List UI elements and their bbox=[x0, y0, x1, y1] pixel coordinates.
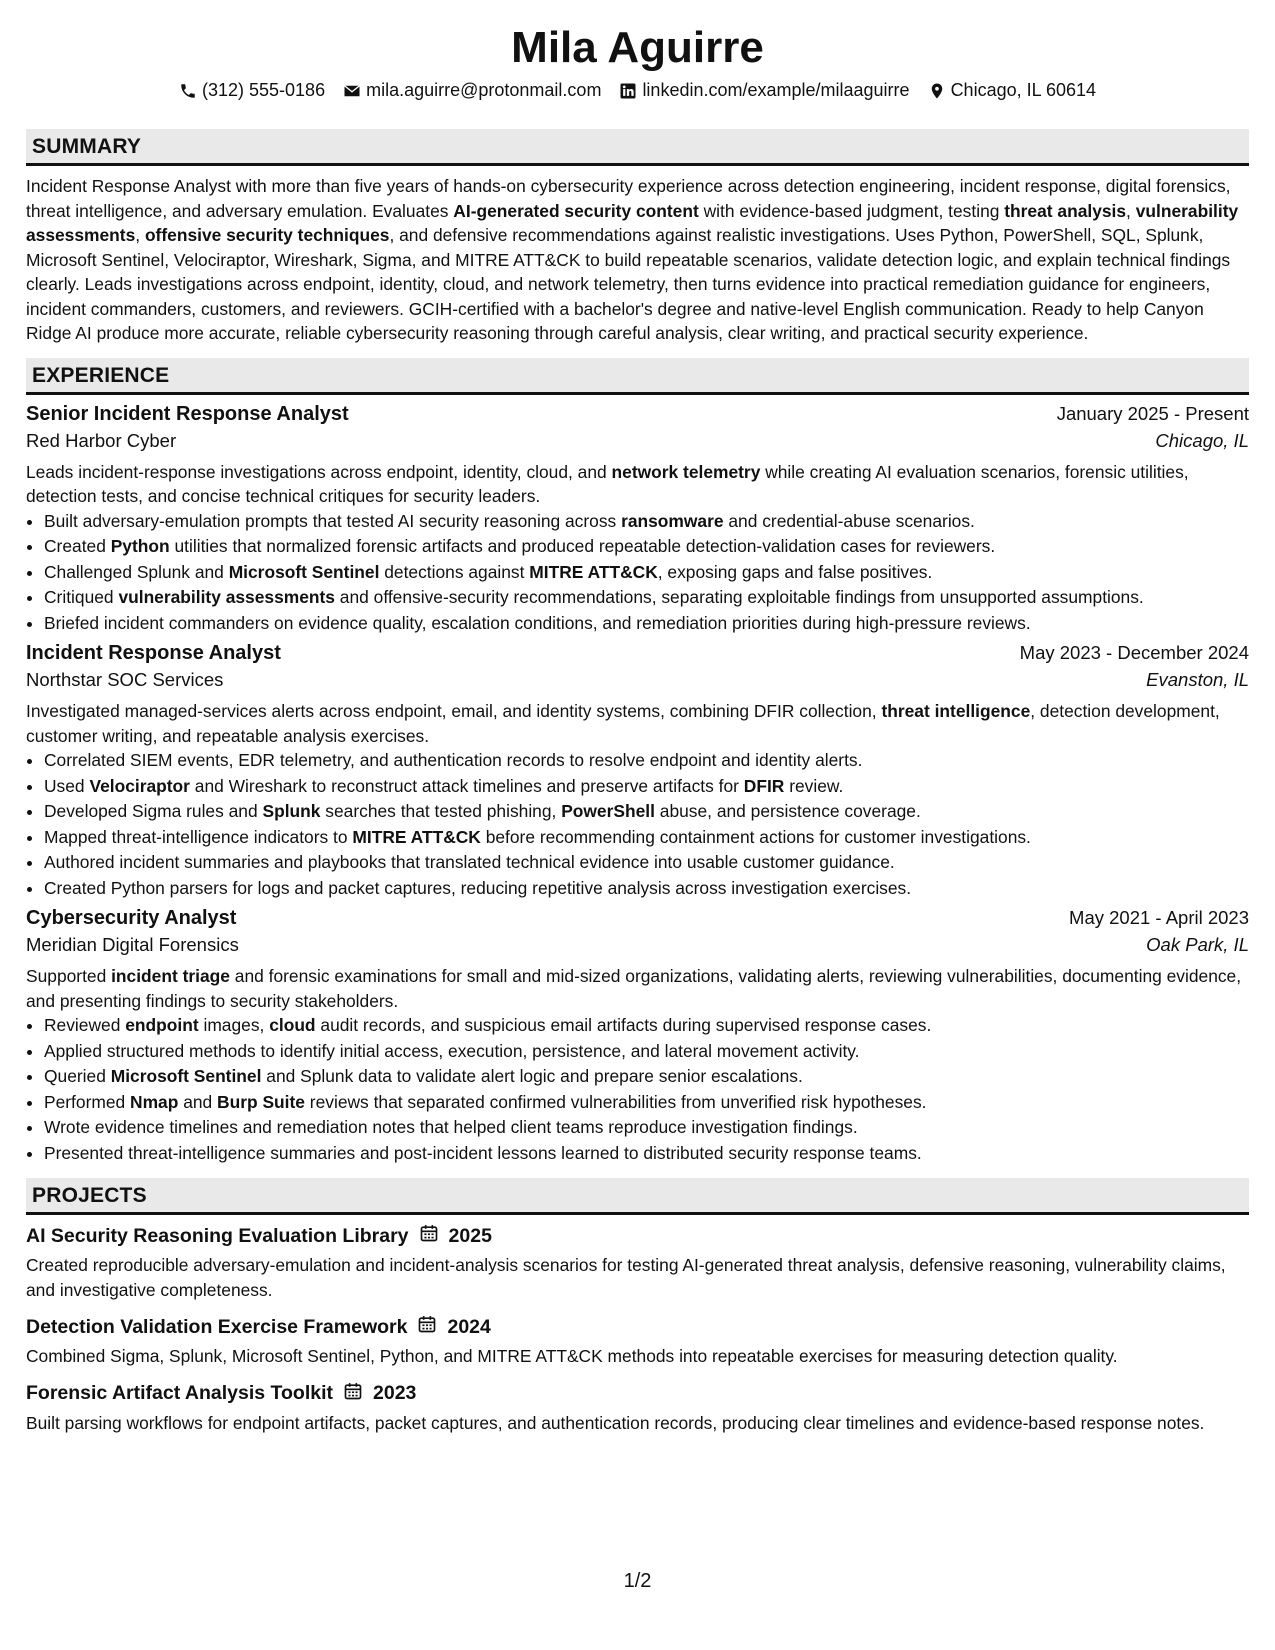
bold-keyword: vulnerability assessments bbox=[26, 200, 1239, 246]
job-header-row bbox=[26, 642, 1249, 665]
section-header-projects: PROJECTS bbox=[26, 1178, 1249, 1215]
project-title-row bbox=[26, 1223, 1249, 1249]
phone-text: (312) 555-0186 bbox=[201, 80, 326, 101]
email-text: mila.aguirre@protonmail.com bbox=[366, 80, 602, 101]
location-text: Chicago, IL 60614 bbox=[950, 80, 1097, 101]
project-year: 2024 bbox=[447, 1315, 491, 1338]
bold-keyword: DFIR bbox=[743, 775, 785, 796]
contact-email[interactable] bbox=[343, 80, 601, 101]
company-name: Northstar SOC Services bbox=[26, 669, 224, 691]
job-bullet: • Developed Sigma rules and Splunk searches that tested phishing, PowerShell abuse, and persistence coverage. bbox=[44, 799, 1249, 825]
bold-keyword: cloud bbox=[269, 1015, 316, 1036]
job-bullet: • Critiqued vulnerability assessments and offensive-security recommendations, separating exploitable findings from unsupported assumptions. bbox=[44, 585, 1249, 611]
linkedin-icon bbox=[619, 82, 637, 100]
job-company-row bbox=[26, 934, 1249, 956]
experience-entry bbox=[26, 907, 1249, 1166]
bold-keyword: PowerShell bbox=[561, 801, 655, 822]
job-description: Leads incident-response investigations across endpoint, identity, cloud, and network telemetry while creating AI evaluation scenarios, forensic utilities, detection tests, and concise technical critiques for security leaders. bbox=[26, 461, 1189, 507]
envelope-icon bbox=[343, 82, 361, 100]
bold-keyword: MITRE ATT&CK bbox=[352, 826, 481, 847]
project-entry bbox=[26, 1314, 1249, 1369]
project-year: 2025 bbox=[448, 1224, 492, 1247]
job-location: Evanston, IL bbox=[1146, 669, 1249, 691]
bold-keyword: threat intelligence bbox=[881, 701, 1031, 722]
job-bullet: • Wrote evidence timelines and remediation notes that helped client teams reproduce investigation findings. bbox=[44, 1115, 1249, 1141]
job-bullet: • Created Python parsers for logs and packet captures, reducing repetitive analysis across investigation exercises. bbox=[44, 876, 1249, 902]
job-bullet: • Reviewed endpoint images, cloud audit records, and suspicious email artifacts during supervised response cases. bbox=[44, 1013, 1249, 1039]
bold-keyword: AI-generated security content bbox=[453, 200, 699, 221]
bold-keyword: Microsoft Sentinel bbox=[228, 561, 380, 582]
job-company-row bbox=[26, 430, 1249, 452]
map-pin-icon bbox=[928, 82, 946, 100]
job-bullet: • Presented threat-intelligence summaries and post-incident lessons learned to distributed security response teams. bbox=[44, 1141, 1249, 1167]
job-header-row bbox=[26, 403, 1249, 426]
job-bullet: • Briefed incident commanders on evidence quality, escalation conditions, and remediation priorities during high-pressure reviews. bbox=[44, 611, 1249, 637]
job-bullet: • Built adversary-emulation prompts that tested AI security reasoning across ransomware and credential-abuse scenarios. bbox=[44, 509, 1249, 535]
bold-keyword: Burp Suite bbox=[217, 1091, 305, 1112]
job-description: Supported incident triage and forensic examinations for small and mid-sized organizations, validating alerts, reviewing vulnerabilities, documenting evidence, and presenting findings to security stakeholders. bbox=[26, 966, 1242, 1011]
job-bullet: • Authored incident summaries and playbooks that translated technical evidence into usable customer guidance. bbox=[44, 850, 1249, 876]
phone-icon bbox=[179, 82, 197, 100]
job-bullet-list bbox=[26, 1013, 1249, 1166]
bold-keyword: offensive security techniques bbox=[144, 225, 390, 246]
bold-keyword: Python bbox=[110, 536, 170, 557]
job-dates: May 2021 - April 2023 bbox=[1069, 907, 1249, 929]
bold-keyword: Microsoft Sentinel bbox=[110, 1066, 262, 1087]
project-title: Forensic Artifact Analysis Toolkit bbox=[26, 1382, 334, 1405]
page-number: 1/2 bbox=[623, 1570, 652, 1592]
calendar-icon bbox=[417, 1314, 437, 1340]
projects-list bbox=[26, 1223, 1249, 1435]
calendar-icon bbox=[343, 1381, 363, 1407]
job-title: Cybersecurity Analyst bbox=[26, 907, 237, 930]
project-description: Built parsing workflows for endpoint artifacts, packet captures, and authentication records, producing clear timelines and evidence-based response notes. bbox=[26, 1412, 1205, 1433]
project-title: Detection Validation Exercise Framework bbox=[26, 1315, 408, 1338]
project-description: Combined Sigma, Splunk, Microsoft Sentinel, Python, and MITRE ATT&CK methods into repeatable exercises for measuring detection quality. bbox=[26, 1346, 1118, 1367]
section-header-experience: EXPERIENCE bbox=[26, 358, 1249, 395]
bold-keyword: vulnerability assessments bbox=[118, 587, 335, 608]
company-name: Meridian Digital Forensics bbox=[26, 934, 239, 956]
company-name: Red Harbor Cyber bbox=[26, 429, 177, 451]
contact-location bbox=[928, 80, 1096, 101]
job-title: Senior Incident Response Analyst bbox=[26, 402, 349, 425]
bold-keyword: Velociraptor bbox=[89, 775, 190, 796]
job-bullet: • Created Python utilities that normalized forensic artifacts and produced repeatable detection-validation cases for reviewers. bbox=[44, 534, 1249, 560]
job-bullet: • Challenged Splunk and Microsoft Sentinel detections against MITRE ATT&CK, exposing gaps and false positives. bbox=[44, 560, 1249, 586]
project-entry bbox=[26, 1381, 1249, 1436]
job-location: Chicago, IL bbox=[1155, 429, 1249, 451]
linkedin-text: linkedin.com/example/milaaguirre bbox=[642, 80, 910, 101]
job-header-row bbox=[26, 907, 1249, 930]
bold-keyword: network telemetry bbox=[611, 461, 761, 482]
job-bullet-list bbox=[26, 509, 1249, 637]
section-header-summary: SUMMARY bbox=[26, 129, 1249, 166]
calendar-icon bbox=[419, 1223, 439, 1249]
bold-keyword: MITRE ATT&CK bbox=[529, 561, 658, 582]
bold-keyword: incident triage bbox=[111, 966, 230, 987]
job-bullet: • Correlated SIEM events, EDR telemetry, and authentication records to resolve endpoint and identity alerts. bbox=[44, 748, 1249, 774]
summary-paragraph: Incident Response Analyst with more than five years of hands-on cybersecurity experience across detection engineering, incident response, digital forensics, threat intelligence, and adversary emulation. Evaluates AI-generated security content with evidence-based judgment, testing threat analysis, vulnerability assessments, offensive security techniques, and defensive recommendations against realistic investigations. Uses Python, PowerShell, SQL, Splunk, Microsoft Sentinel, Velociraptor, Wireshark, Sigma, and MITRE ATT&CK to build repeatable scenarios, validate detection logic, and explain technical findings clearly. Leads investigations across endpoint, identity, cloud, and network telemetry, then turns evidence into practical remediation guidance for engineers, incident commanders, customers, and reviewers. GCIH-certified with a bachelor's degree and native-level English communication. Ready to help Canyon Ridge AI produce more accurate, reliable cybersecurity reasoning through careful analysis, clear writing, and practical security experience. bbox=[26, 176, 1239, 344]
project-title-row bbox=[26, 1314, 1249, 1340]
project-title-row bbox=[26, 1381, 1249, 1407]
experience-entry bbox=[26, 642, 1249, 901]
project-description: Created reproducible adversary-emulation and incident-analysis scenarios for testing AI-generated threat analysis, defensive reasoning, vulnerability claims, and investigative completeness. bbox=[26, 1255, 1226, 1300]
bold-keyword: Splunk bbox=[262, 801, 321, 822]
project-title: AI Security Reasoning Evaluation Library bbox=[26, 1224, 409, 1247]
job-dates: May 2023 - December 2024 bbox=[1019, 642, 1249, 664]
job-description: Investigated managed-services alerts across endpoint, email, and identity systems, combining DFIR collection, threat intelligence, detection development, customer writing, and repeatable analysis exercises. bbox=[26, 701, 1220, 746]
job-title: Incident Response Analyst bbox=[26, 642, 281, 665]
experience-list bbox=[26, 403, 1249, 1167]
bold-keyword: threat analysis bbox=[1004, 200, 1127, 221]
job-location: Oak Park, IL bbox=[1146, 934, 1249, 956]
job-bullet: • Mapped threat-intelligence indicators to MITRE ATT&CK before recommending containment actions for customer investigations. bbox=[44, 825, 1249, 851]
contact-linkedin[interactable] bbox=[619, 80, 909, 101]
job-bullet: • Performed Nmap and Burp Suite reviews that separated confirmed vulnerabilities from unverified risk hypotheses. bbox=[44, 1090, 1249, 1116]
contact-bar bbox=[26, 80, 1249, 101]
job-bullet: • Queried Microsoft Sentinel and Splunk data to validate alert logic and prepare senior escalations. bbox=[44, 1064, 1249, 1090]
bold-keyword: endpoint bbox=[125, 1015, 199, 1036]
bold-keyword: Nmap bbox=[130, 1091, 179, 1112]
bold-keyword: ransomware bbox=[621, 510, 724, 531]
project-entry bbox=[26, 1223, 1249, 1302]
candidate-name: Mila Aguirre bbox=[511, 23, 764, 72]
contact-phone bbox=[179, 80, 325, 101]
experience-entry bbox=[26, 403, 1249, 637]
job-dates: January 2025 - Present bbox=[1056, 402, 1249, 424]
job-bullet-list bbox=[26, 748, 1249, 901]
job-bullet: • Applied structured methods to identify initial access, execution, persistence, and lateral movement activity. bbox=[44, 1039, 1249, 1065]
job-company-row bbox=[26, 669, 1249, 691]
project-year: 2023 bbox=[373, 1382, 417, 1405]
job-bullet: • Used Velociraptor and Wireshark to reconstruct attack timelines and preserve artifacts for DFIR review. bbox=[44, 774, 1249, 800]
